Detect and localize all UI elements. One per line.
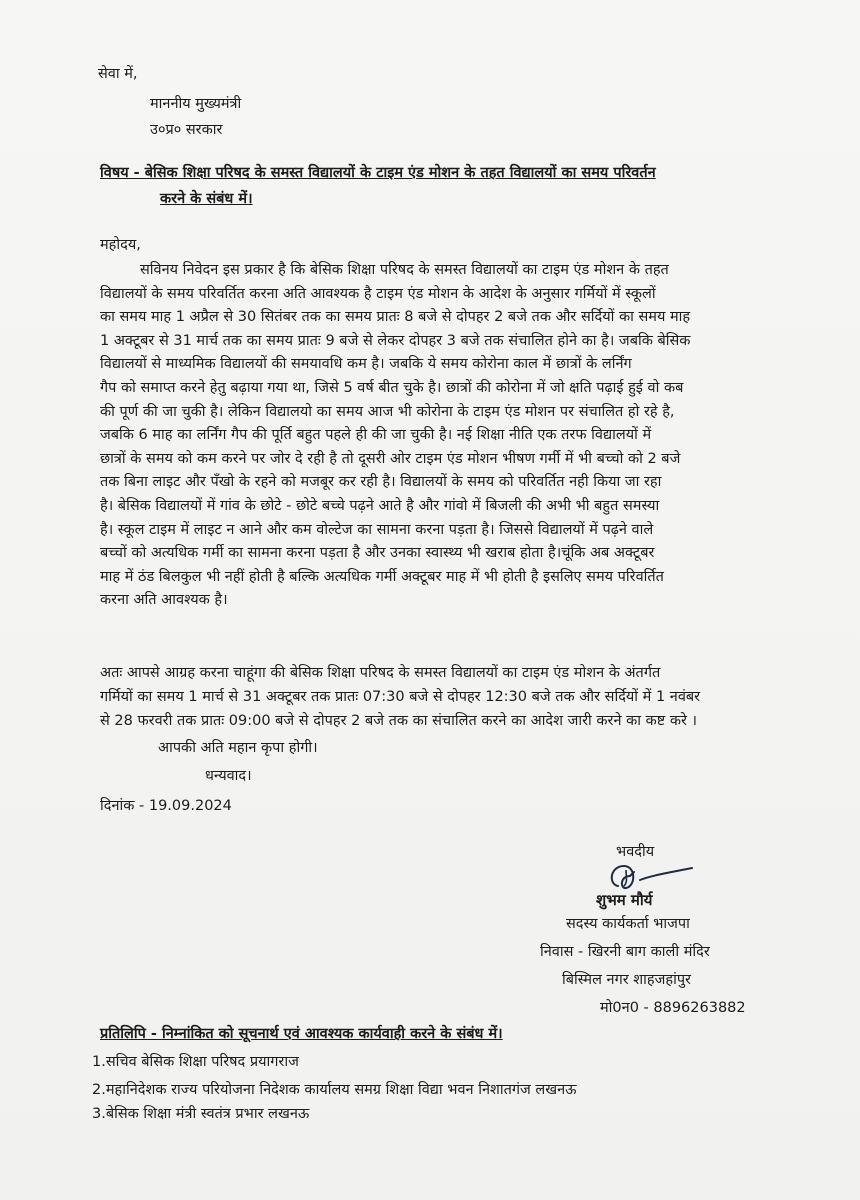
addressee-government: उ०प्र० सरकार <box>150 122 223 138</box>
sender-role: सदस्य कार्यकर्ता भाजपा <box>566 916 690 932</box>
copy-item: 3.बेसिक शिक्षा मंत्री स्वतंत्र प्रभार लखनऊ <box>92 1106 310 1122</box>
body-line: विद्यालयों से माध्यमिक विद्यालयों की समयावधि कम है। जबकि ये समय कोरोना काल में छात्रों के लर्निंग <box>100 356 632 373</box>
subject <box>100 160 770 212</box>
body-line: तक बिना लाइट और पँखो के रहने को मजबूर कर रही है। विद्यालयों के समय को परिवर्तित नही किया जा रहा <box>100 474 662 491</box>
subject-line-2: करने के संबंध में। <box>160 191 253 207</box>
request-paragraph <box>100 661 768 733</box>
closing-thanks: धन्यवाद। <box>205 768 252 784</box>
request-line: गर्मियों का समय 1 मार्च से 31 अक्टूबर तक प्रातः 07:30 बजे से दोपहर 12:30 बजे तक और सर्दियों में 1 नवंबर <box>100 689 701 705</box>
sender-mobile: मो0न0 - 8896263882 <box>600 1000 746 1016</box>
copy-item: 1.सचिव बेसिक शिक्षा परिषद प्रयागराज <box>92 1054 299 1070</box>
letter-body <box>100 259 768 613</box>
body-line: छात्रों के समय को कम करने पर जोर दे रही है तो दूसरी ओर टाइम एंड मोशन भीषण गर्मी में भी बच्चो को 2 बजे <box>100 450 681 467</box>
salutation: सेवा में, <box>98 66 138 82</box>
closing-courtesy: आपकी अति महान कृपा होगी। <box>158 740 318 756</box>
request-line: से 28 फरवरी तक प्रातः 09:00 बजे से दोपहर 2 बजे तक का संचालित करने का आदेश जारी करने का कष्ट करे । <box>100 713 697 729</box>
letter-date: दिनांक - 19.09.2024 <box>100 798 232 814</box>
sender-name: शुभम मौर्य <box>596 891 653 909</box>
body-line: विद्यालयों के समय परिवर्तित करना अति आवश्यक है टाइम एंड मोशन के आदेश के अनुसार गर्मियों में स्कूलों <box>100 285 656 302</box>
sender-residence: निवास - खिरनी बाग काली मंदिर <box>540 944 710 960</box>
body-line: बच्चों को अत्यधिक गर्मी का सामना करना पड़ता है और उनका स्वास्थ्य भी खराब होता है।चूंकि अब अक्टूबर <box>100 545 655 562</box>
copy-heading: प्रतिलिपि - निम्नांकित को सूचनार्थ एवं आवश्यक कार्यवाही करने के संबंध में। <box>100 1026 503 1042</box>
body-line: जबकि 6 माह का लर्निंग गैप की पूर्ति बहुत पहले ही की जा चुकी है। नई शिक्षा नीति एक तरफ विद्यालयों में <box>100 427 652 444</box>
subject-line-1: विषय - बेसिक शिक्षा परिषद के समस्त विद्यालयों के टाइम एंड मोशन के तहत विद्यालयों का समय परिवर्तन <box>100 165 656 181</box>
body-line: है। स्कूल टाइम में लाइट न आने और कम वोल्टेज का सामना करना पड़ता है। जिससे विद्यालयों में पढ़ने वाले <box>100 521 654 538</box>
body-line: माह में ठंड बिलकुल भी नहीं होती है बल्कि अत्यधिक गर्मी अक्टूबर माह में भी होती है इसलिए समय परिवर्तित <box>100 568 664 585</box>
sender-place: बिस्मिल नगर शाहजहांपुर <box>562 972 691 988</box>
body-line: करना अति आवश्यक है। <box>100 592 228 609</box>
body-line: है। बेसिक विद्यालयों में गांव के छोटे - छोटे बच्चे पढ़ने आते है और गांवो में बिजली की अभी भी बहुत समस्या <box>100 497 660 514</box>
yours-faithfully: भवदीय <box>616 844 655 860</box>
body-line: की पूर्ण की जा चुकी है। लेकिन विद्यालयो का समय आज भी कोरोना के टाइम एंड मोशन पर संचालित हो रहे है, <box>100 403 675 420</box>
copy-item: 2.महानिदेशक राज्य परियोजना निदेशक कार्यालय समग्र शिक्षा विद्या भवन निशातगंज लखनऊ <box>92 1082 577 1098</box>
greeting: महोदय, <box>100 237 141 253</box>
request-line: अतः आपसे आग्रह करना चाहूंगा की बेसिक शिक्षा परिषद के समस्त विद्यालयों का टाइम एंड मोशन के अंतर्गत <box>100 665 661 681</box>
body-line: गैप को समाप्त करने हेतु बढ़ाया गया था, जिसे 5 वर्ष बीत चुके है। छात्रों की कोरोना में जो क्षति पढ़ाई हुई वो कब <box>100 379 684 396</box>
addressee-title: माननीय मुख्यमंत्री <box>150 96 242 112</box>
body-line: 1 अक्टूबर से 31 मार्च तक का समय प्रातः 9 बजे से लेकर दोपहर 3 बजे तक संचालित होने का है। जबकि बेसिक <box>100 332 691 349</box>
body-line: का समय माह 1 अप्रैल से 30 सितंबर तक का समय प्रातः 8 बजे से दोपहर 2 बजे तक और सर्दियों का समय माह <box>100 309 691 326</box>
body-line: सविनय निवेदन इस प्रकार है कि बेसिक शिक्षा परिषद के समस्त विद्यालयों का टाइम एंड मोशन के तहत <box>140 262 669 278</box>
